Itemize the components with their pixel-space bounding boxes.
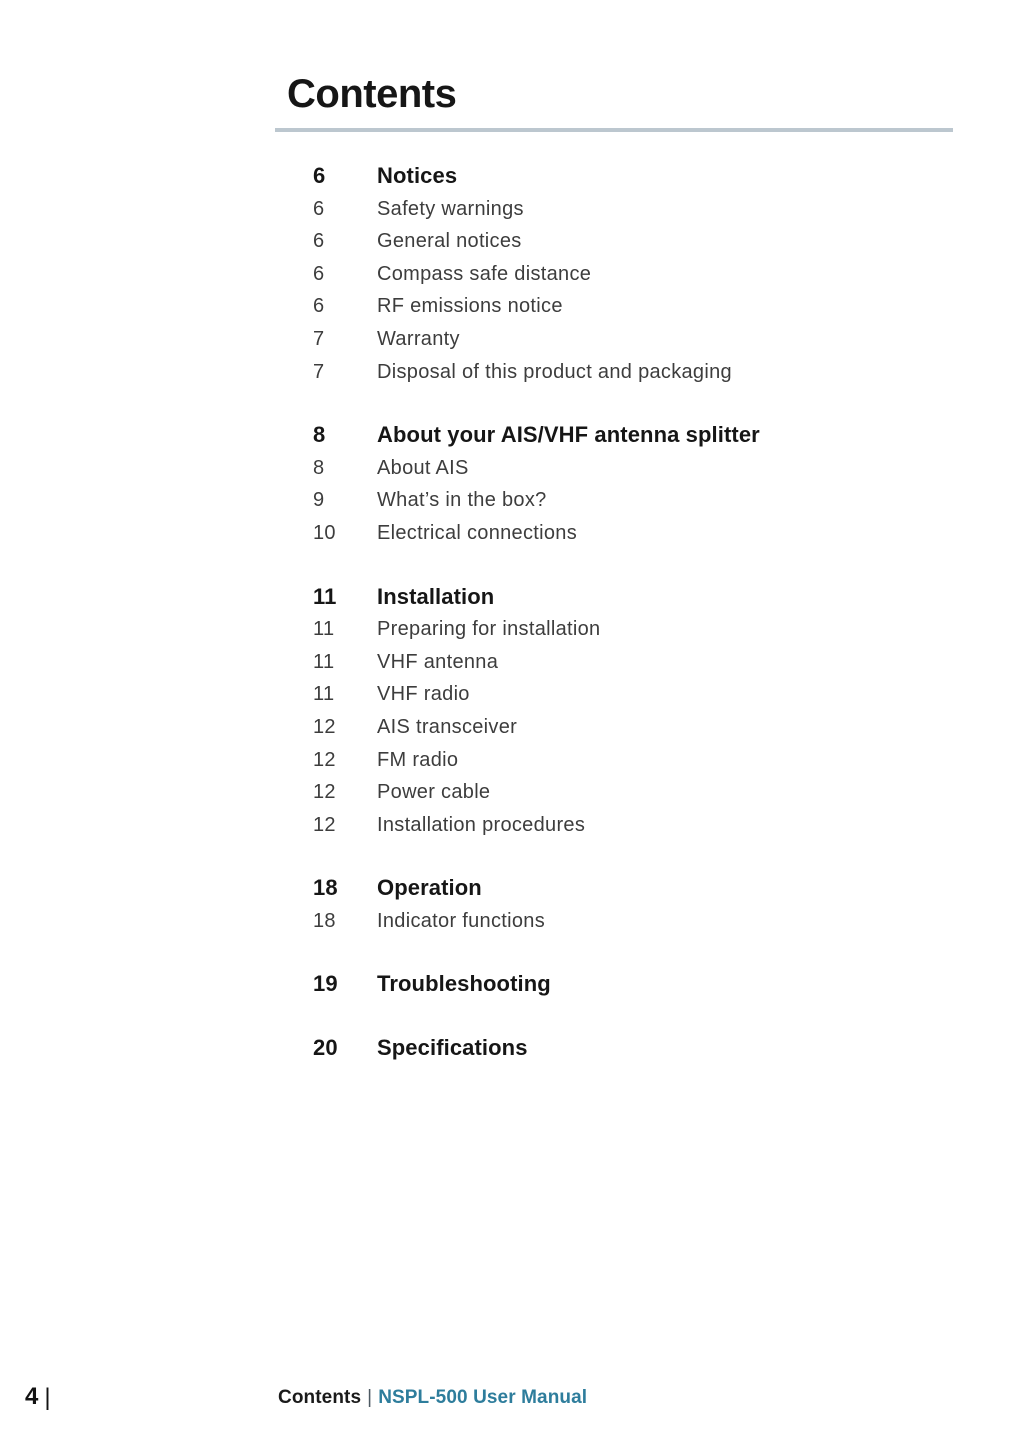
toc-section-entry bbox=[313, 160, 933, 193]
table-of-contents bbox=[313, 160, 933, 1096]
toc-entry-page-number: 7 bbox=[313, 360, 325, 383]
title-underline-rule bbox=[275, 128, 953, 132]
toc-entry-page-number: 12 bbox=[313, 715, 336, 738]
toc-item-entry bbox=[313, 323, 933, 356]
toc-item-entry bbox=[313, 646, 933, 679]
toc-item-entry bbox=[313, 517, 933, 550]
toc-entry-label: Installation procedures bbox=[377, 813, 586, 836]
toc-entry-label: Safety warnings bbox=[377, 197, 524, 220]
footer-page-number bbox=[25, 1383, 51, 1411]
footer-page-number-value: 4 bbox=[25, 1383, 39, 1410]
toc-entry-page-number: 12 bbox=[313, 748, 336, 771]
toc-entry-page-number: 6 bbox=[313, 262, 325, 285]
toc-item-entry bbox=[313, 678, 933, 711]
footer-section-label: Contents bbox=[278, 1387, 362, 1408]
toc-entry-label: What’s in the box? bbox=[377, 489, 547, 512]
toc-entry-page-number: 20 bbox=[313, 1035, 338, 1061]
toc-entry-page-number: 11 bbox=[313, 650, 335, 673]
toc-entry-label: RF emissions notice bbox=[377, 295, 563, 318]
footer-separator: | bbox=[367, 1387, 373, 1408]
toc-entry-label: Disposal of this product and packaging bbox=[377, 360, 732, 383]
toc-section bbox=[313, 1032, 933, 1065]
toc-item-entry bbox=[313, 356, 933, 389]
toc-item-entry bbox=[313, 905, 933, 938]
toc-item-entry bbox=[313, 776, 933, 809]
toc-item-entry bbox=[313, 225, 933, 258]
toc-entry-label: Operation bbox=[377, 875, 482, 901]
toc-entry-label: About your AIS/VHF antenna splitter bbox=[377, 422, 760, 448]
toc-entry-page-number: 12 bbox=[313, 813, 336, 836]
toc-entry-label: Electrical connections bbox=[377, 521, 578, 544]
toc-section bbox=[313, 581, 933, 842]
toc-entry-label: Notices bbox=[377, 163, 458, 188]
toc-entry-page-number: 10 bbox=[313, 521, 336, 544]
toc-entry-label: Troubleshooting bbox=[377, 971, 551, 997]
toc-entry-page-number: 11 bbox=[313, 583, 337, 609]
toc-entry-page-number: 12 bbox=[313, 781, 336, 804]
toc-item-entry bbox=[313, 809, 933, 842]
footer-breadcrumb bbox=[278, 1387, 587, 1409]
toc-entry-page-number: 18 bbox=[313, 875, 338, 901]
toc-item-entry bbox=[313, 290, 933, 323]
toc-entry-label: VHF radio bbox=[377, 683, 470, 706]
toc-entry-page-number: 6 bbox=[313, 295, 325, 318]
toc-section bbox=[313, 160, 933, 388]
toc-entry-page-number: 6 bbox=[313, 197, 325, 220]
page-title: Contents bbox=[287, 72, 457, 116]
toc-entry-page-number: 6 bbox=[313, 230, 325, 253]
toc-entry-label: Specifications bbox=[377, 1035, 528, 1061]
toc-entry-page-number: 19 bbox=[313, 971, 338, 997]
toc-entry-page-number: 6 bbox=[313, 163, 326, 188]
toc-entry-label: AIS transceiver bbox=[377, 715, 518, 738]
toc-item-entry bbox=[313, 484, 933, 517]
toc-entry-page-number: 9 bbox=[313, 489, 325, 512]
toc-entry-label: Preparing for installation bbox=[377, 618, 601, 641]
toc-item-entry bbox=[313, 193, 933, 226]
footer-manual-title: NSPL-500 User Manual bbox=[378, 1387, 588, 1408]
toc-entry-label: FM radio bbox=[377, 748, 459, 771]
toc-item-entry bbox=[313, 613, 933, 646]
toc-entry-page-number: 8 bbox=[313, 422, 326, 448]
toc-item-entry bbox=[313, 744, 933, 777]
toc-entry-page-number: 11 bbox=[313, 618, 335, 641]
toc-item-entry bbox=[313, 711, 933, 744]
toc-section bbox=[313, 872, 933, 937]
toc-section-entry bbox=[313, 419, 933, 452]
footer-page-number-separator: | bbox=[44, 1384, 51, 1411]
toc-section-entry bbox=[313, 968, 933, 1001]
toc-section bbox=[313, 419, 933, 549]
toc-entry-label: Compass safe distance bbox=[377, 262, 592, 285]
toc-entry-page-number: 7 bbox=[313, 327, 325, 350]
toc-entry-label: VHF antenna bbox=[377, 650, 499, 673]
toc-entry-label: Installation bbox=[377, 583, 495, 609]
toc-entry-label: General notices bbox=[377, 230, 522, 253]
toc-section bbox=[313, 968, 933, 1001]
toc-entry-label: Indicator functions bbox=[377, 909, 546, 932]
toc-section-entry bbox=[313, 872, 933, 905]
toc-entry-page-number: 8 bbox=[313, 456, 325, 479]
toc-entry-page-number: 18 bbox=[313, 909, 336, 932]
toc-entry-label: Power cable bbox=[377, 781, 491, 804]
toc-section-entry bbox=[313, 581, 933, 614]
toc-entry-label: Warranty bbox=[377, 327, 460, 350]
toc-item-entry bbox=[313, 452, 933, 485]
toc-section-entry bbox=[313, 1032, 933, 1065]
toc-item-entry bbox=[313, 258, 933, 291]
toc-entry-page-number: 11 bbox=[313, 683, 335, 706]
toc-entry-label: About AIS bbox=[377, 456, 469, 479]
